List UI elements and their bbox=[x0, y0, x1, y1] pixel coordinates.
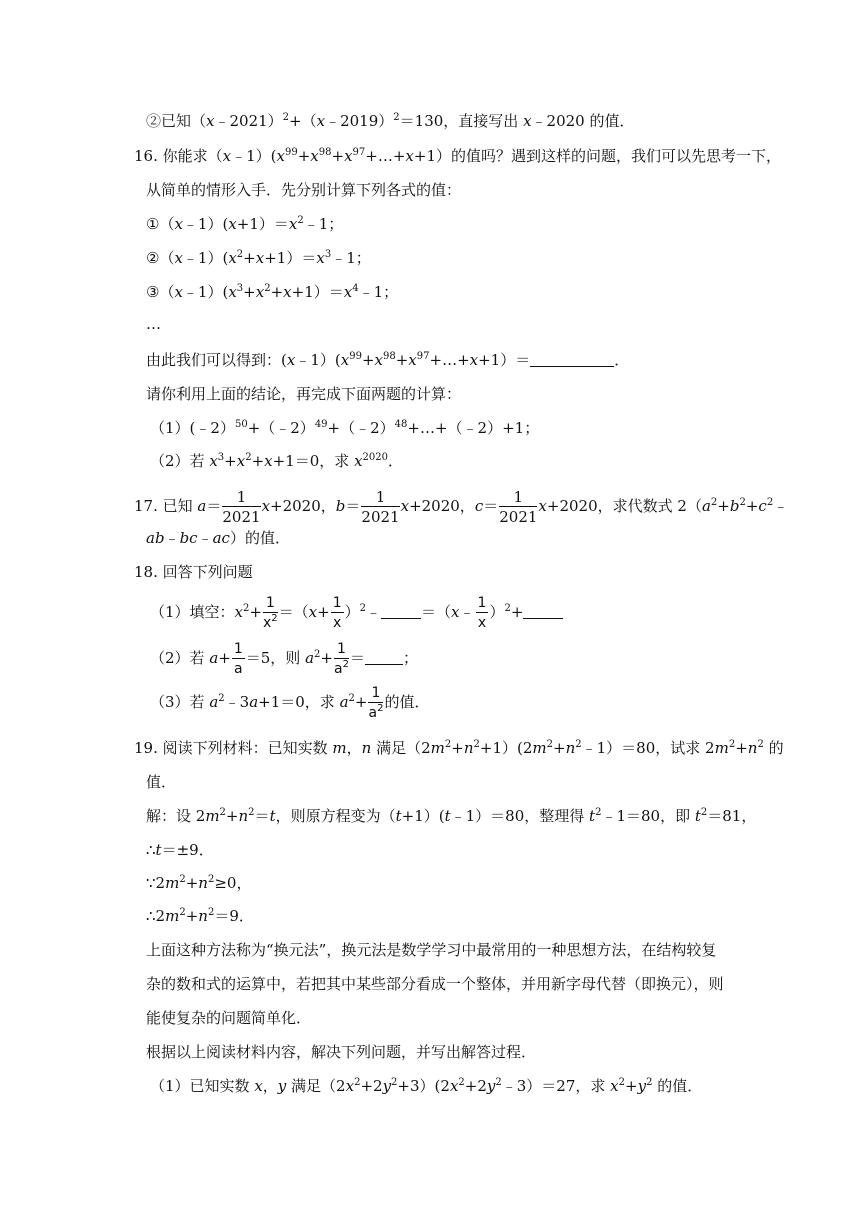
q18-blank-1 bbox=[381, 604, 421, 619]
q16-eq3: $③(x﹣1)(x^3+x^2+x+1)=x^4﹣1$； bbox=[146, 283, 399, 301]
q18-title: 18. 回答下列问题 bbox=[134, 563, 253, 581]
q18-sub2: （2）若 a+ $\frac{1}{a}$ ＝5，则 $a^2+$ $\frac{1}{a^2}$ ＝ ； bbox=[150, 640, 418, 677]
q16-answer-blank bbox=[530, 352, 614, 367]
q19-solution-4: $\therefore 2m^2+n^2=9$． bbox=[146, 907, 254, 925]
q19-para-3: 能使复杂的问题简单化． bbox=[146, 1009, 312, 1027]
q18-blank-2 bbox=[523, 604, 563, 619]
q19-para-2: 杂的数和式的运算中，若把其中某些部分看成一个整体，并用新字母代替（即换元），则 bbox=[146, 975, 724, 993]
q19-line2: 值． bbox=[146, 773, 177, 791]
q19-task: 根据以上阅读材料内容，解决下列问题，并写出解答过程． bbox=[146, 1043, 537, 1061]
q17-frac-b: $\frac{1}{2021}$ bbox=[361, 487, 400, 526]
q16-eq1: $①(x﹣1)(x+1)=x^2﹣1$； bbox=[146, 215, 344, 233]
q18-sub1: （1）填空：$x^2+$ $\frac{1}{x^2}$ ＝（x+ $\frac{1}{x}$ ）$^2$﹣ ＝（x﹣ $\frac{1}{x}$ ）$^2$+ bbox=[150, 592, 563, 633]
q17-line2: ab﹣bc﹣ac）的值． bbox=[146, 529, 290, 547]
q19-solution-2: ∴t＝±9． bbox=[146, 841, 214, 859]
q17-frac-c: $\frac{1}{2021}$ bbox=[499, 487, 538, 526]
q16-intro-line1: 16. 你能求$(x﹣1)(x^{99}+x^{98}+x^{97}+\dots+x+1)$的值吗？遇到这样的问题，我们可以先思考一下， bbox=[134, 147, 782, 165]
q16-prompt: 请你利用上面的结论，再完成下面两题的计算： bbox=[146, 385, 462, 403]
q19-solution-3: $\because 2m^2+n^2\ge 0$， bbox=[146, 874, 252, 892]
q19-para-1: 上面这种方法称为“换元法”，换元法是数学学习中最常用的一种思想方法，在结构较复 bbox=[146, 941, 717, 959]
q18-sub3: （3）若 $a^2﹣3a+1=0$，求 $a^2+$ $\frac{1}{a^2}$ 的值． bbox=[150, 684, 430, 721]
q16-intro-line2: 从简单的情形入手．先分别计算下列各式的值： bbox=[146, 181, 462, 199]
q19-solution-1: 解：设 $2m^2+n^2=t$，则原方程变为（t+1）(t﹣1）＝80，整理得 $t^2﹣1=80$，即 $t^2=81$， bbox=[146, 807, 757, 825]
q16-sub2: （2）若 $x^3+x^2+x+1=0$，求 $x^{2020}$． bbox=[150, 452, 403, 470]
q19-sub1: （1）已知实数 x，y 满足$(2x^2+2y^2+3)(2x^2+2y^2﹣3)=27$，求 $x^2+y^2$ 的值． bbox=[150, 1077, 703, 1095]
q16-sub1: （1）(﹣2）$^{50}$+（﹣2）$^{49}$+（﹣2）$^{48}$+…+（﹣2）+1； bbox=[150, 419, 540, 437]
q17-line1: 17. 已知 a＝ $\frac{1}{2021}$ x+2020，b＝ $\frac{1}{2021}$ x+2020，c＝ $\frac{1}{2021}$ x+2020，求代数式 $2(a^2+b^2+c^2﹣$ bbox=[134, 487, 789, 526]
q17-number: 17. bbox=[134, 497, 158, 515]
q16-conclusion: 由此我们可以得到：$(x﹣1)(x^{99}+x^{98}+x^{97}+\dots+x+1)=$ ． bbox=[146, 351, 630, 369]
q16-number: 16. bbox=[134, 147, 158, 165]
q16-ellipsis: … bbox=[146, 315, 161, 333]
q16-eq2: $②(x﹣1)(x^2+x+1)=x^3﹣1$； bbox=[146, 249, 371, 267]
q18-number: 18. bbox=[134, 563, 158, 581]
q19-line1: 19. 阅读下列材料：已知实数 m，n 满足$(2m^2+n^2+1)(2m^2+n^2﹣1)=80$，试求 $2m^2+n^2$ 的 bbox=[134, 739, 784, 757]
q18-blank-3 bbox=[365, 650, 403, 665]
q17-frac-a: $\frac{1}{2021}$ bbox=[222, 487, 261, 526]
q19-number: 19. bbox=[134, 739, 158, 757]
q15-part2: ②已知（x﹣2021）$^2$+（x﹣2019）$^2$＝130，直接写出 x﹣2020 的值． bbox=[146, 112, 635, 130]
